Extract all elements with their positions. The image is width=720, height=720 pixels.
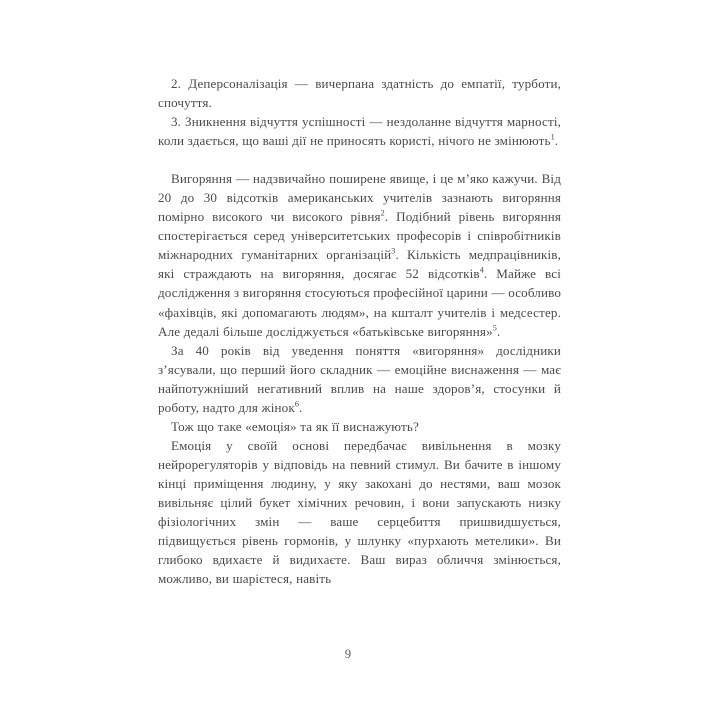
footnote-marker: 6 bbox=[294, 399, 299, 409]
paragraph-group-two bbox=[158, 169, 561, 588]
page-number bbox=[0, 647, 720, 662]
paragraph: За 40 років від уведення поняття «вигоряння» дослідники з’ясували, що перший його складник — емоційне виснаження — має найпотужніший негативний вплив на наше здоров’я, стосунки й роботу, надто для жінок$^6$. bbox=[158, 342, 561, 415]
paragraph: Тож що таке «емоція» та як її виснажують? bbox=[171, 418, 419, 434]
paragraph-block-separator bbox=[158, 150, 561, 169]
footnote-marker: 3 bbox=[391, 247, 396, 257]
footnote-marker: 2 bbox=[380, 208, 385, 218]
paragraph: 2. Деперсоналізація — вичерпана здатність до емпатії, турботи, спочуття. bbox=[158, 76, 561, 111]
footnote-marker: 4 bbox=[479, 266, 484, 276]
paragraph: Емоція у своїй основі передбачає вивільнення в мозку нейрорегуляторів у відповідь на певний стимул. Ви бачите в іншому кінці приміщення людину, у яку закохані до нестями, ваш мозок вивільняє цілий букет хімічних речовин, і вони запускають низку фізіологічних змін — ваше серцебиття пришвидшується, підвищується рівень гормонів, у шлунку «пурхають метелики». Ви глибоко вдихаєте й видихаєте. Ваш вираз обличчя змінюється, можливо, ви шарієтеся, навіть bbox=[158, 437, 561, 587]
page-number-value: 9 bbox=[344, 647, 352, 661]
paragraph: Вигоряння — надзвичайно поширене явище, і це м’яко кажучи. Від 20 до 30 відсотків американських учителів зазнають вигоряння помірно високого чи високого рівня$^2$. Подібний рівень вигоряння спостерігається серед університетських професорів і співробітників міжнародних гуманітарних організацій$^3$. Кількість медпрацівників, які страждають на вигоряння, досягає 52 відсотків$^4$. Майже всі дослідження з вигоряння стосуються професійної царини — особливо «фахівців, які допомагають людям», на кшталт учителів і медсестер. Але дедалі більше досліджується «батьківське вигоряння»$^5$. bbox=[158, 171, 562, 339]
footnote-marker: 5 bbox=[492, 323, 497, 333]
page-text-body bbox=[158, 74, 561, 588]
footnote-marker: 1 bbox=[550, 132, 555, 142]
paragraph: 3. Зникнення відчуття успішності — нездоланне відчуття марності, коли здається, що ваші дії не приносять користі, нічого не змінюють$^1$. bbox=[158, 114, 561, 149]
paragraph-group-one bbox=[158, 74, 561, 150]
